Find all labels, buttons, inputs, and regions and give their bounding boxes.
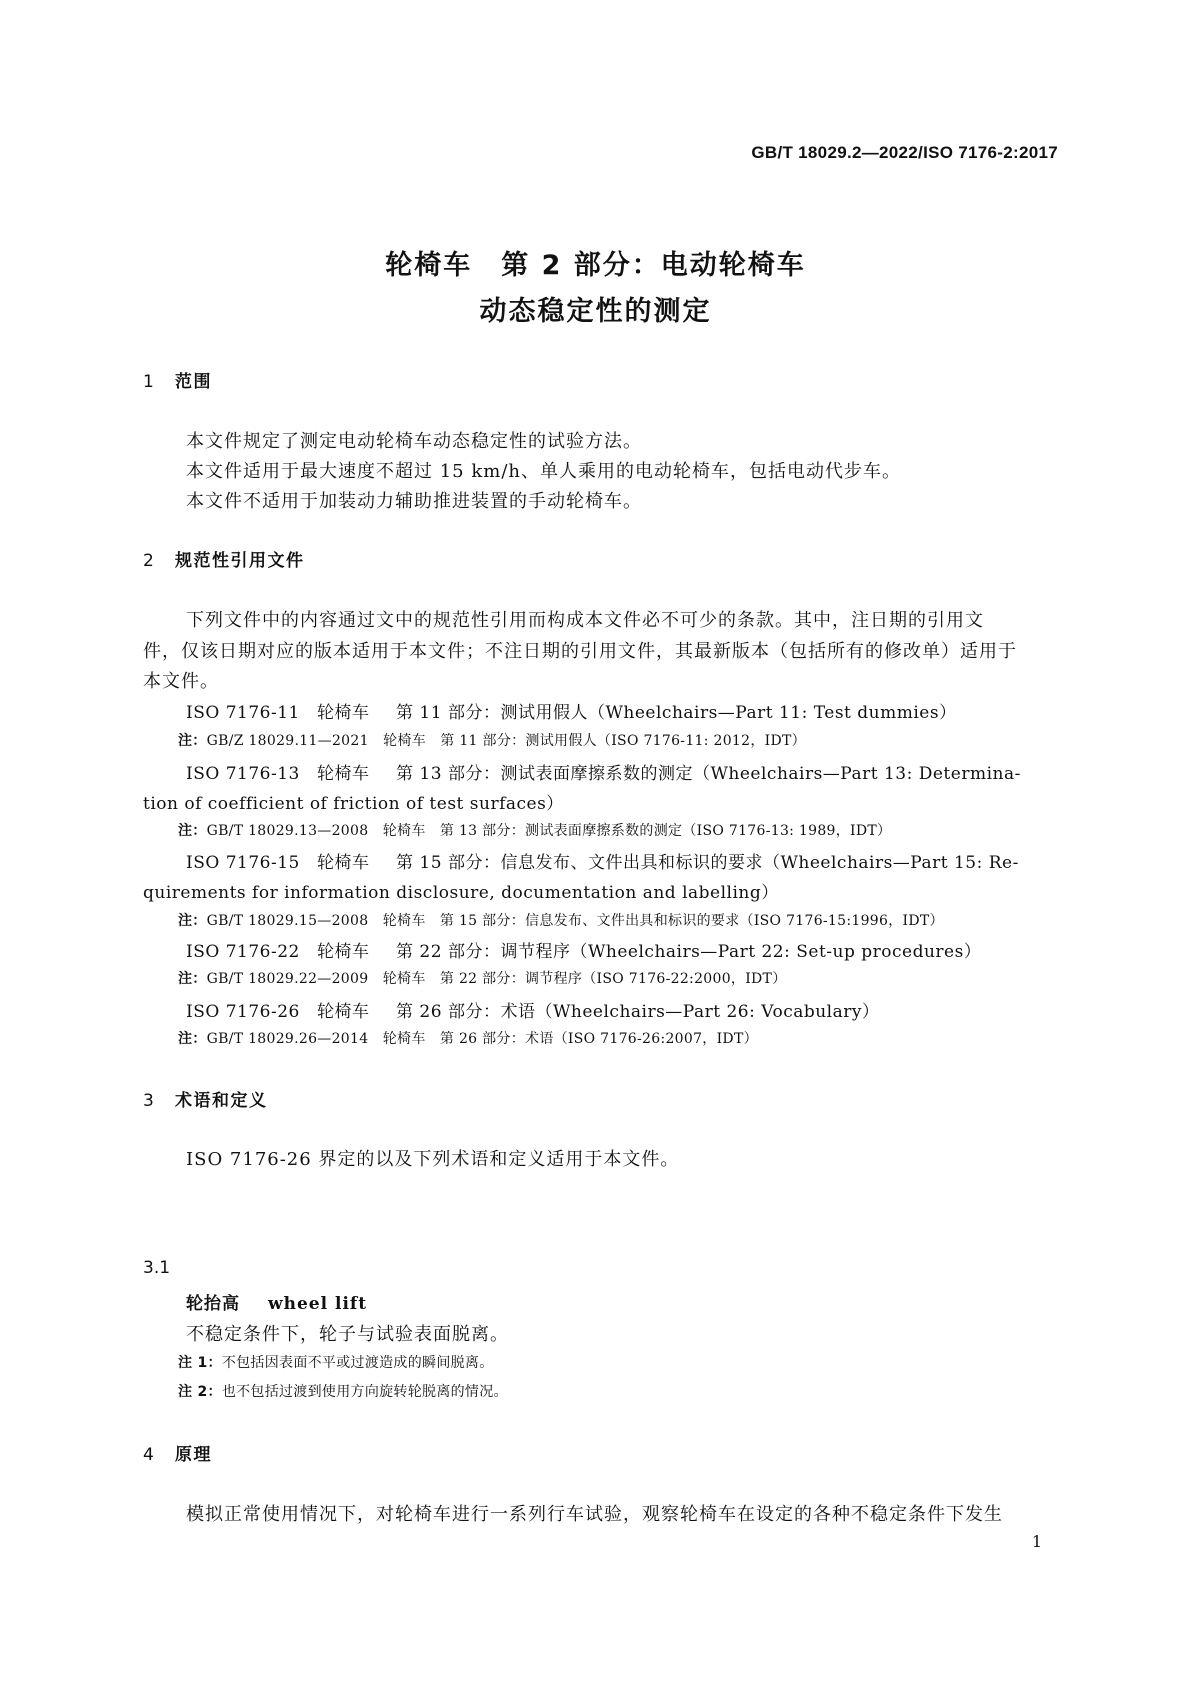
note-label: 注：: [178, 971, 207, 987]
note-label: 注：: [178, 823, 207, 839]
note-label: 注：: [178, 1031, 207, 1047]
reference-word: 轮椅车: [317, 703, 370, 723]
paragraph: 本文件规定了测定电动轮椅车动态稳定性的试验方法。: [186, 431, 642, 452]
reference-note: [178, 820, 891, 840]
section-number: 2: [143, 551, 156, 571]
note-text: GB/T 18029.15—2008 轮椅车 第 15 部分：信息发布、文件出具和标识的要求（ISO 7176-15:1996，IDT）: [206, 913, 944, 929]
reference-title: 第 15 部分：信息发布、文件出具和标识的要求（Wheelchairs—Part 15: Re-: [396, 853, 1019, 873]
reference-word: 轮椅车: [317, 853, 370, 873]
reference-code: ISO 7176-11: [186, 703, 300, 723]
note-label: 注：: [178, 913, 207, 929]
title-line-1: 轮椅车 第 2 部分：电动轮椅车: [385, 250, 806, 281]
section-title: 规范性引用文件: [175, 551, 305, 571]
note-text: GB/T 18029.26—2014 轮椅车 第 26 部分：术语（ISO 7176-26:2007，IDT）: [206, 1031, 758, 1047]
reference-title: 第 26 部分：术语（Wheelchairs—Part 26: Vocabulary）: [396, 1002, 880, 1022]
section-title: 范围: [175, 372, 212, 392]
reference-entry: [186, 937, 981, 962]
term-chinese: 轮抬高: [186, 1294, 240, 1314]
term-note-2: [178, 1381, 508, 1401]
paragraph: 本文件适用于最大速度不超过 15 km/h、单人乘用的电动轮椅车，包括电动代步车。: [186, 461, 901, 482]
term-note-1: [178, 1352, 494, 1372]
section-title: 术语和定义: [175, 1091, 268, 1111]
section-title: 原理: [175, 1445, 212, 1465]
note-text: GB/T 18029.22—2009 轮椅车 第 22 部分：调节程序（ISO 7176-22:2000，IDT）: [206, 971, 787, 987]
note-label: 注 2：: [178, 1384, 222, 1400]
reference-title: 第 13 部分：测试表面摩擦系数的测定（Wheelchairs—Part 13: Determina-: [396, 764, 1021, 784]
reference-entry: [186, 759, 1021, 784]
note-text: GB/T 18029.13—2008 轮椅车 第 13 部分：测试表面摩擦系数的测定（ISO 7176-13: 1989，IDT）: [206, 823, 892, 839]
section-4-heading: [143, 1440, 212, 1465]
reference-code: ISO 7176-13: [186, 764, 300, 784]
term-english: wheel lift: [268, 1294, 368, 1314]
note-label: 注：: [178, 733, 207, 749]
reference-word: 轮椅车: [317, 942, 370, 962]
reference-note: [178, 910, 944, 930]
note-label: 注 1：: [178, 1355, 222, 1371]
page-number: 1: [1031, 1532, 1042, 1551]
reference-entry: [186, 997, 880, 1022]
section-number: 3: [143, 1091, 156, 1111]
reference-entry: [186, 848, 1019, 873]
reference-continuation: tion of coefficient of friction of test surfaces）: [143, 794, 564, 814]
term-definition: 不稳定条件下，轮子与试验表面脱离。: [186, 1324, 509, 1345]
paragraph: ISO 7176-26 界定的以及下列术语和定义适用于本文件。: [186, 1149, 680, 1170]
section-number: 1: [143, 372, 156, 392]
paragraph: 本文件不适用于加装动力辅助推进装置的手动轮椅车。: [186, 491, 642, 512]
reference-word: 轮椅车: [317, 764, 370, 784]
reference-code: ISO 7176-26: [186, 1002, 300, 1022]
reference-word: 轮椅车: [317, 1002, 370, 1022]
term-entry: [186, 1289, 367, 1314]
reference-note: [178, 1028, 758, 1048]
title-line-2: 动态稳定性的测定: [479, 296, 712, 327]
note-text: 也不包括过渡到使用方向旋转轮脱离的情况。: [221, 1384, 508, 1400]
section-number: 4: [143, 1445, 156, 1465]
section-3-heading: [143, 1086, 268, 1111]
reference-entry: [186, 698, 957, 723]
reference-note: [178, 730, 806, 750]
reference-note: [178, 968, 787, 988]
reference-code: ISO 7176-15: [186, 853, 300, 873]
section-2-heading: [143, 546, 305, 571]
note-text: 不包括因表面不平或过渡造成的瞬间脱离。: [221, 1355, 494, 1371]
section-1-heading: [143, 367, 212, 392]
note-text: GB/Z 18029.11—2021 轮椅车 第 11 部分：测试用假人（ISO 7176-11: 2012，IDT）: [206, 733, 806, 749]
standard-code: GB/T 18029.2—2022/ISO 7176-2:2017: [751, 143, 1058, 162]
reference-title: 第 11 部分：测试用假人（Wheelchairs—Part 11: Test dummies）: [396, 703, 957, 723]
paragraph: 本文件。: [143, 671, 219, 692]
reference-title: 第 22 部分：调节程序（Wheelchairs—Part 22: Set-up procedures）: [396, 942, 982, 962]
term-number: 3.1: [143, 1258, 171, 1278]
paragraph: 件，仅该日期对应的版本适用于本文件；不注日期的引用文件，其最新版本（包括所有的修改单）适用于: [143, 641, 1017, 662]
reference-continuation: quirements for information disclosure, documentation and labelling）: [143, 883, 779, 903]
paragraph: 模拟正常使用情况下，对轮椅车进行一系列行车试验，观察轮椅车在设定的各种不稳定条件下发生: [186, 1504, 1003, 1525]
reference-code: ISO 7176-22: [186, 942, 300, 962]
paragraph: 下列文件中的内容通过文中的规范性引用而构成本文件必不可少的条款。其中，注日期的引用文: [186, 610, 984, 631]
